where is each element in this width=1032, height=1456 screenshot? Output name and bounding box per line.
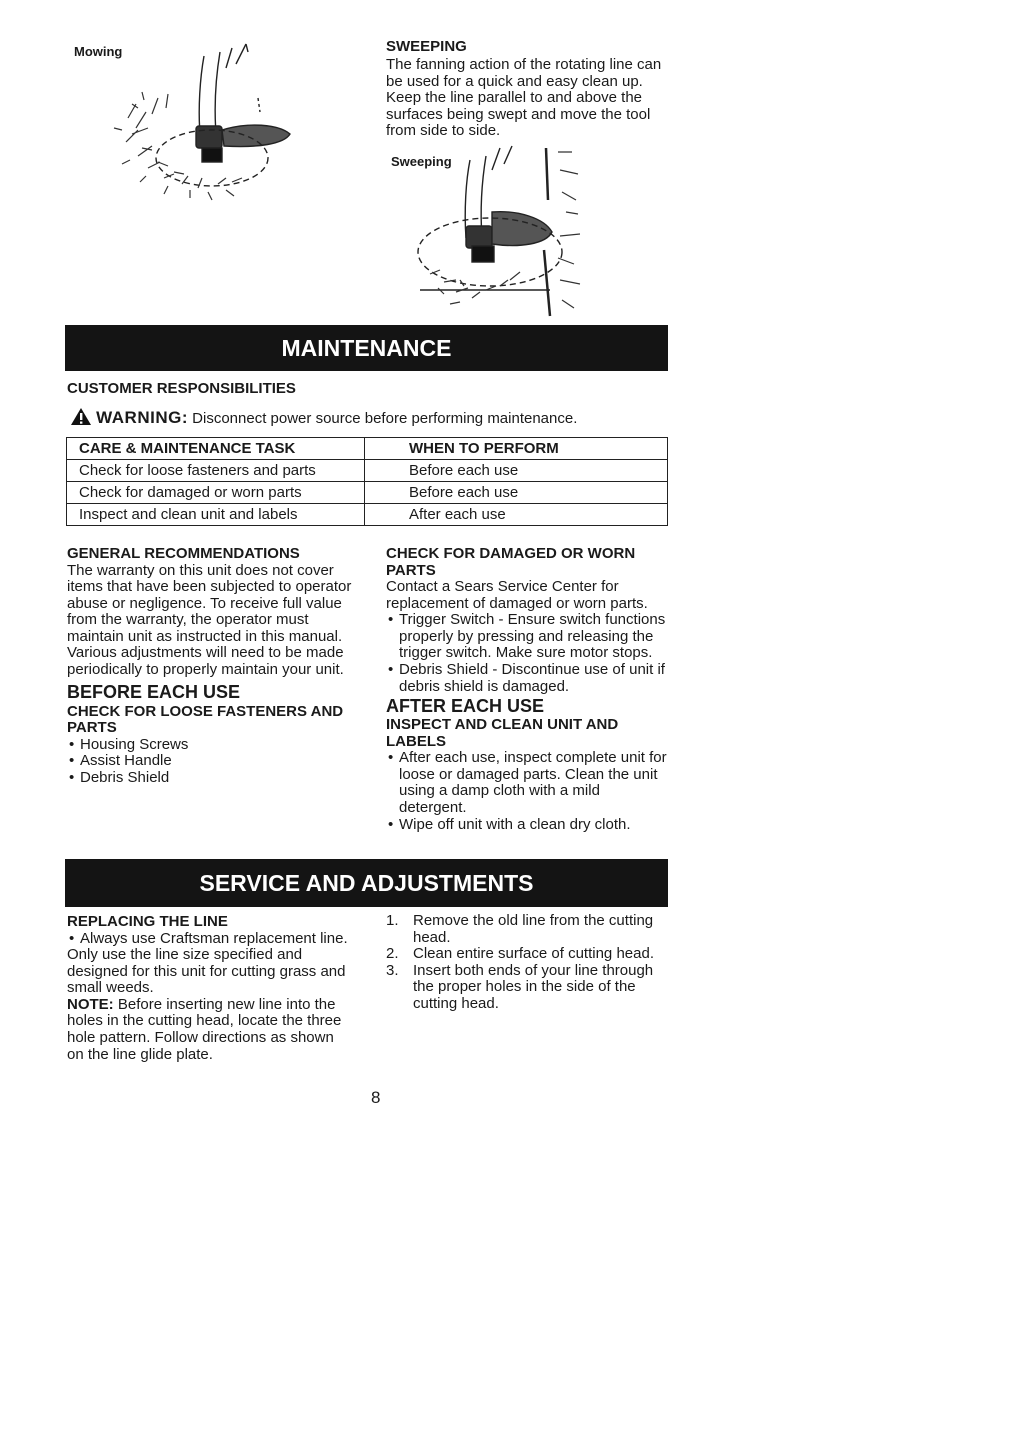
general-recommendations-text: The warranty on this unit does not cover items that have been subjected to operator abuse or negligence. To receive full value from the warranty, the operator must maintain unit as instructed in this manual. Various adjustments will need to be made periodically to properly maintain your unit. [67,561,352,679]
table-row [67,460,668,482]
sweeping-illustration [410,140,610,318]
table-header-row [67,438,668,460]
page-number: 8 [371,1088,381,1107]
inspect-clean-heading: INSPECT AND CLEAN UNIT AND LABELS [386,716,619,750]
table-cell-when: After each use [365,504,668,526]
step-text: Insert both ends of your line through the proper holes in the side of the cutting head. [413,961,654,1012]
note-text: Before inserting new line into the holes in the cutting head, locate the three hole pattern. Follow directions as shown on the line glide plate. [67,995,342,1063]
list-item: • Assist Handle [67,753,352,770]
replacing-steps-list [386,913,671,1013]
list-item: • After each use, inspect complete unit for loose or damaged parts. Clean the unit using a damp cloth with a mild detergent. [386,750,671,816]
table-row [67,482,668,504]
list-item: • Debris Shield [67,770,352,787]
service-title: SERVICE AND ADJUSTMENTS [199,870,534,896]
loose-parts-list [67,737,352,787]
maintenance-table [66,437,668,526]
after-each-use-heading: AFTER EACH USE [386,696,545,717]
check-damaged-text: Contact a Sears Service Center for replacement of damaged or worn parts. [386,578,648,612]
sweeping-heading: SWEEPING [386,38,467,55]
damaged-parts-list [386,612,671,695]
step-text: Remove the old line from the cutting head. [413,912,654,946]
list-item [386,913,671,946]
inspect-list [386,750,671,833]
check-damaged-heading: CHECK FOR DAMAGED OR WORN PARTS [386,545,636,579]
table-row [67,504,668,526]
check-loose-heading: CHECK FOR LOOSE FASTENERS AND PARTS [67,702,344,737]
warning-triangle-icon [70,407,92,426]
list-item: • Trigger Switch - Ensure switch functions properly by pressing and releasing the trigger switch. Make sure motor stops. [386,612,671,662]
column-header-when: WHEN TO PERFORM [365,438,668,460]
list-item: • Wipe off unit with a clean dry cloth. [386,817,671,834]
sweeping-paragraph: The fanning action of the rotating line can be used for a quick and easy clean up. Keep the line parallel to and above the surfaces being swept and move the tool from side to side. [386,56,662,140]
sweeping-figure-label: Sweeping [391,154,452,169]
table-cell-task: Check for damaged or worn parts [67,482,365,504]
step-text: Clean entire surface of cutting head. [413,945,654,963]
maintenance-right-column [386,546,671,833]
step-number: 2. [386,945,399,963]
list-item: • Housing Screws [67,737,352,754]
warning-text: Disconnect power source before performing maintenance. [192,410,578,427]
list-item: • Debris Shield - Discontinue use of unit if debris shield is damaged. [386,662,671,695]
table-cell-when: Before each use [365,482,668,504]
note-paragraph [67,997,352,1063]
mowing-illustration [108,38,308,208]
table-cell-task: Inspect and clean unit and labels [67,504,365,526]
table-cell-task: Check for loose fasteners and parts [67,460,365,482]
step-number: 1. [386,912,399,929]
list-item: • Always use Craftsman replacement line. [67,931,352,948]
replacing-line-list [67,931,352,948]
list-item [386,963,671,1013]
warning-label: WARNING: [96,408,188,427]
note-label: NOTE: [67,995,114,1013]
list-item [386,946,671,963]
mowing-figure-label: Mowing [74,44,123,59]
column-header-task: CARE & MAINTENANCE TASK [67,438,365,460]
maintenance-left-column [67,546,352,786]
step-number: 3. [386,961,399,979]
replacing-line-heading: REPLACING THE LINE [67,913,228,930]
customer-responsibilities-heading: CUSTOMER RESPONSIBILITIES [67,380,296,397]
service-section-bar [65,859,668,907]
warning-line [70,407,577,428]
table-cell-when: Before each use [365,460,668,482]
service-left-column [67,914,352,1063]
maintenance-title: MAINTENANCE [281,335,452,361]
before-each-use-heading: BEFORE EACH USE [67,681,241,702]
service-right-column [386,913,671,1013]
replacing-line-text: Only use the line size specified and designed for this unit for cutting grass and small weeds. [67,946,346,997]
general-recommendations-heading: GENERAL RECOMMENDATIONS [67,545,300,562]
maintenance-section-bar [65,325,668,371]
